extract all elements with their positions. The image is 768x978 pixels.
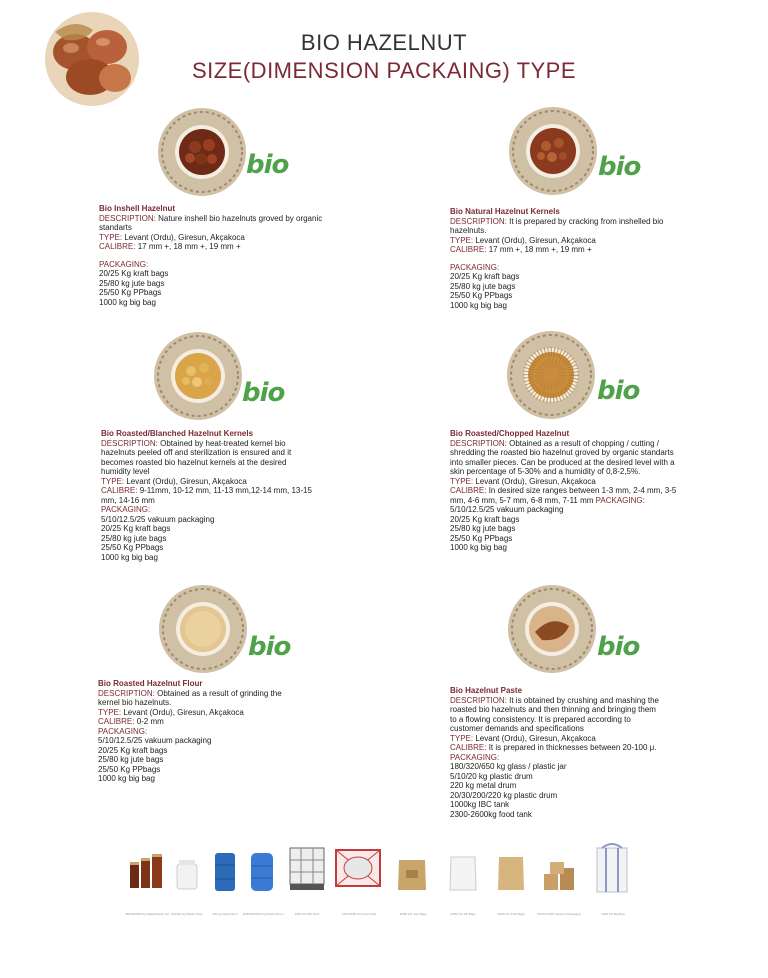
inshell-hazelnut-image: [157, 107, 247, 202]
pp-bag-icon: [448, 854, 478, 897]
page-subtitle: SIZE(DIMENSION PACKAING) TYPE: [191, 58, 577, 83]
chopped-hazelnut-image: [506, 330, 596, 425]
bio-logo: bio: [597, 632, 640, 662]
product-name: Bio Inshell Hazelnut: [99, 204, 176, 213]
metal-drum-icon: [214, 852, 236, 897]
bio-logo: bio: [597, 376, 640, 406]
product-name: Bio Natural Hazelnut Kernels: [450, 207, 560, 216]
packaging-captions: 180/320/650 kg Glass/Plastic Jar 5/10/20 kg Plastic Drum 220 kg Metal Drum 20/30/200/220 kg Plastic Drum 1000 KG IBC Tank 2300-2600 KG Food Tank 25/80 KG Jute Bags 25/50 KG PP Bags 20/25 KG Kraft Bags 5/10/12.5/25 Vacuum Packaging 1000 KG Big Bag: [125, 912, 625, 916]
product-name: Bio Roasted/Chopped Hazelnut: [450, 429, 570, 438]
product-block: Bio Natural Hazelnut Kernels DESCRIPTION: It is prepared by cracking from inshelled bio hazelnuts. TYPE: Levant (Ordu), Giresun, Akçakoca CALIBRE: 17 mm +, 18 mm +, 19 mm + PACKAGING: 20/25 Kg kraft bags 25/80 kg jute bags 25/50 Kg PPbags 1000 kg big bag: [450, 207, 664, 310]
jute-bag-icon: [396, 856, 428, 897]
bio-logo: bio: [598, 152, 641, 182]
plastic-drum-icon: [176, 860, 198, 895]
bio-logo: bio: [242, 378, 285, 408]
product-block: Bio Hazelnut Paste DESCRIPTION: It is obtained by crushing and mashing the roasted bio hazelnuts and then thinning and bringing them to a flowing consistency. It is prepared according to customer demands and specifications TYPE: Levant (Ordu), Giresun, Akçakoca CALIBRE: It is prepared in thicknesses between 20-100 μ. PACKAGING: 180/320/650 kg glass / plastic jar 5/10/20 kg plastic drum 220 kg metal drum 20/30/200/220 kg plastic drum 1000kg IBC tank 2300-2600kg food tank: [450, 686, 659, 819]
product-block: Bio Roasted/Chopped Hazelnut DESCRIPTION: Obtained as a result of chopping / cutting / shredding the roasted bio hazelnut groved by organic standarts into smaller pieces. Can be produced at the desired level with a skin percentage of 5-30% and a humidity of 0,8-2,5%. TYPE: Levant (Ordu), Giresun, Akçakoca CALIBRE: In desired size ranges between 1-3 mm, 2-4 mm, 3-5 mm, 4-6 mm, 5-7 mm, 6-8 mm, 7-11 mm PACKAGING: 5/10/12.5/25 vakuum packaging 20/25 Kg kraft bags 25/80 kg jute bags 25/50 Kg PPbags 1000 kg big bag: [450, 429, 682, 553]
blue-drum-icon: [250, 852, 274, 897]
kraft-bag-icon: [496, 854, 526, 897]
page-title: BIO HAZELNUT: [300, 30, 468, 55]
product-block: Bio Roasted/Blanched Hazelnut Kernels DESCRIPTION: Obtained by heat-treated kernel bio hazelnuts peeled off and sterilization is ensured and it becomes roasted bio hazelnut kernels at the desired humidity level TYPE: Levant (Ordu), Giresun, Akçakoca CALIBRE: 9-11mm, 10-12 mm, 11-13 mm,12-14 mm, 13-15 mm, 14-16 mm PACKAGING: 5/10/12.5/25 vakuum packaging 20/25 Kg kraft bags 25/80 kg jute bags 25/50 Kg PPbags 1000 kg big bag: [101, 429, 316, 562]
food-tank-icon: [334, 844, 382, 897]
big-bag-icon: [594, 842, 630, 899]
glass-jar-icon: [128, 854, 164, 895]
ibc-tank-icon: [288, 846, 326, 897]
vacuum-pack-icon: [542, 860, 576, 897]
product-block: Bio Roasted Hazelnut Flour DESCRIPTION: Obtained as a result of grinding the kernel bio hazelnuts. TYPE: Levant (Ordu), Giresun, Akçakoca CALIBRE: 0-2 mm PACKAGING: 5/10/12.5/25 vakuum packaging 20/25 Kg kraft bags 25/80 kg jute bags 25/50 Kg PPbags 1000 kg big bag: [98, 679, 298, 784]
bio-logo: bio: [246, 150, 289, 180]
product-name: Bio Roasted Hazelnut Flour: [98, 679, 203, 688]
product-block: Bio Inshell Hazelnut DESCRIPTION: Nature inshell bio hazelnuts groved by organic standarts TYPE: Levant (Ordu), Giresun, Akçakoca CALIBRE: 17 mm +, 18 mm +, 19 mm + PACKAGING: 20/25 Kg kraft bags 25/80 kg jute bags 25/50 Kg PPbags 1000 kg big bag: [99, 204, 329, 307]
blanched-kernels-image: [153, 331, 243, 426]
bio-logo: bio: [248, 632, 291, 662]
product-name: Bio Hazelnut Paste: [450, 686, 523, 695]
hazelnut-paste-image: [507, 584, 597, 679]
hazelnut-flour-image: [158, 584, 248, 679]
natural-kernels-image: [508, 106, 598, 201]
packaging-strip: [128, 842, 638, 922]
product-name: Bio Roasted/Blanched Hazelnut Kernels: [101, 429, 254, 438]
